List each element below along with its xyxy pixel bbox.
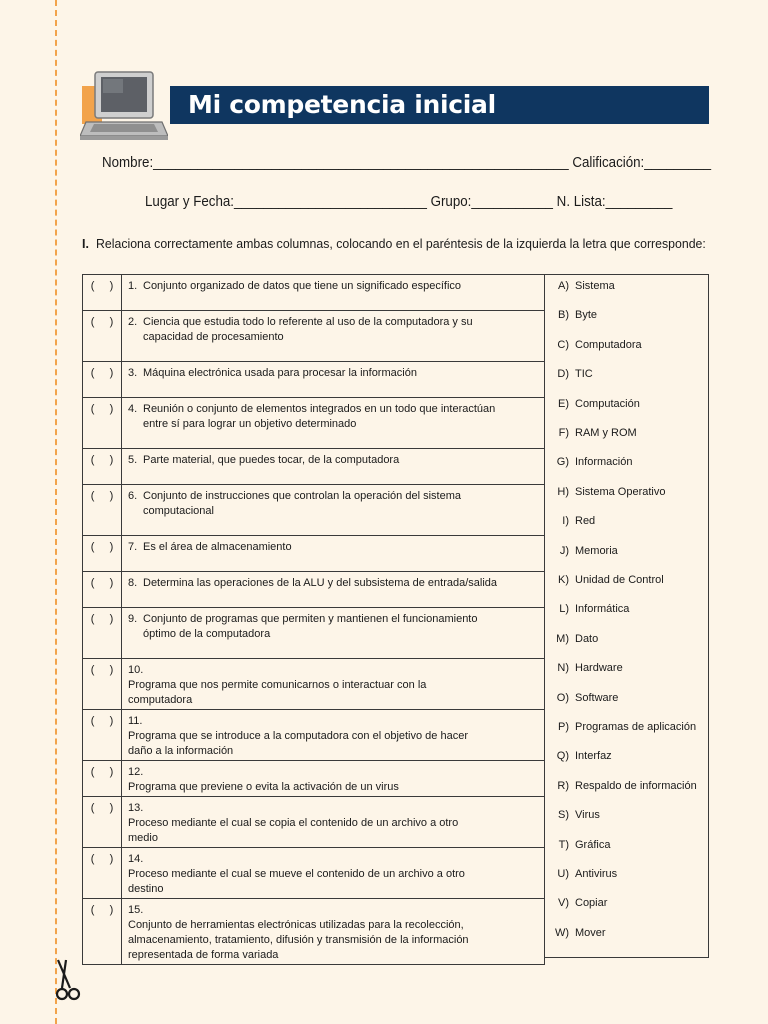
question-number: 1. (128, 280, 138, 292)
answer-text: Sistema (575, 280, 615, 292)
question-text-line: Reunión o conjunto de elementos integrados en un todo que interactúan (143, 403, 496, 415)
answer-text: Gráfica (575, 838, 611, 851)
question-text (128, 867, 518, 897)
question-row (83, 449, 545, 485)
instruction (82, 237, 716, 251)
answer-option (544, 868, 709, 880)
answer-text: Computación (575, 397, 640, 410)
question-cell (122, 536, 545, 572)
answer-option (544, 603, 709, 615)
question-number: 15. (128, 904, 144, 916)
question-cell (122, 311, 545, 362)
question-text-line: Máquina electrónica usada para procesar la información (143, 367, 417, 379)
question-row (83, 608, 545, 659)
answer-text: Dato (575, 632, 599, 645)
answer-option (544, 839, 709, 851)
question-text (143, 366, 533, 381)
question-row (83, 797, 545, 848)
question-row (83, 899, 545, 965)
answer-letter: I) (562, 515, 569, 528)
place-date-group-line[interactable]: Lugar y Fecha:__________________________ Grupo:___________ N. Lista:_________ (145, 194, 673, 210)
question-cell (122, 659, 545, 710)
answer-text: Antivirus (575, 868, 618, 880)
scissors-icon (52, 958, 84, 1006)
question-text-line: Parte material, que puedes tocar, de la computadora (143, 454, 400, 466)
answer-letter: M) (556, 632, 569, 645)
answer-letter: O) (556, 691, 569, 704)
answer-letter: E) (558, 397, 569, 410)
question-text-line: Conjunto de herramientas electrónicas utilizadas para la recolección, (128, 919, 464, 931)
answer-option (544, 692, 709, 704)
answer-text: Programas de aplicación (575, 721, 697, 733)
question-text-line: daño a la información (128, 745, 234, 757)
answer-text: Información (575, 456, 633, 469)
answer-option (544, 339, 709, 351)
question-text (143, 315, 533, 345)
question-text-line: destino (128, 883, 164, 895)
question-row (83, 659, 545, 710)
answer-blank[interactable]: ( ) (83, 608, 122, 659)
answer-blank[interactable]: ( ) (83, 848, 122, 899)
answer-letter: K) (558, 574, 569, 586)
answers-column (544, 274, 709, 958)
answer-text: Sistema Operativo (575, 485, 666, 498)
answer-option (544, 309, 709, 321)
question-cell (122, 485, 545, 536)
answer-letter: G) (556, 456, 569, 469)
answer-option (544, 368, 709, 380)
question-number: 14. (128, 853, 144, 865)
question-number: 4. (128, 403, 138, 415)
instruction-number: I. (82, 237, 89, 251)
question-row (83, 761, 545, 797)
question-cell (122, 449, 545, 485)
question-row (83, 485, 545, 536)
answer-option (544, 486, 709, 498)
question-text-line: Programa que previene o evita la activación de un virus (128, 781, 399, 793)
answer-option (544, 633, 709, 645)
question-text-line: computacional (143, 505, 214, 517)
question-text-line: Proceso mediante el cual se copia el contenido de un archivo a otro (128, 817, 459, 829)
answer-blank[interactable]: ( ) (83, 710, 122, 761)
answer-text: Copiar (575, 897, 608, 910)
question-text-line: Ciencia que estudia todo lo referente al uso de la computadora y su (143, 316, 473, 328)
instruction-text: Relaciona correctamente ambas columnas, colocando en el paréntesis de la izquierda la letra que corresponde: (96, 237, 707, 251)
answer-letter: Q) (556, 750, 569, 763)
answer-text: Software (575, 691, 619, 704)
answer-letter: C) (557, 338, 569, 351)
answer-text: Respaldo de información (575, 779, 697, 792)
answer-text: Unidad de Control (575, 574, 664, 586)
answer-blank[interactable]: ( ) (83, 797, 122, 848)
answer-option (544, 780, 709, 792)
answer-text: Byte (575, 309, 598, 322)
answer-letter: D) (557, 368, 569, 381)
question-number: 7. (128, 541, 138, 553)
answer-text: Computadora (575, 338, 642, 351)
answer-letter: P) (558, 721, 569, 733)
question-text (143, 489, 533, 519)
answer-letter: T) (558, 838, 569, 851)
name-grade-line[interactable]: Nombre:________________________________________________________ Calificación:_________ (102, 155, 712, 171)
answer-text: Virus (575, 809, 600, 822)
question-text (128, 918, 518, 963)
answer-blank[interactable]: ( ) (83, 572, 122, 608)
answer-blank[interactable]: ( ) (83, 761, 122, 797)
question-row (83, 275, 545, 311)
question-cell (122, 398, 545, 449)
question-number: 12. (128, 766, 144, 778)
answer-option (544, 662, 709, 674)
laptop-icon (80, 70, 168, 142)
answer-option (544, 927, 709, 939)
question-text (128, 816, 518, 846)
answer-text: Mover (575, 926, 606, 939)
answer-option (544, 398, 709, 410)
question-cell (122, 761, 545, 797)
question-text (128, 729, 518, 759)
answer-option (544, 897, 709, 909)
answer-letter: U) (557, 868, 569, 880)
answer-blank[interactable]: ( ) (83, 275, 122, 311)
question-cell (122, 362, 545, 398)
answer-text: Hardware (575, 662, 623, 675)
question-number: 11. (128, 715, 143, 727)
answer-option (544, 809, 709, 821)
question-text-line: Conjunto de programas que permiten y mantienen el funcionamiento (143, 613, 478, 625)
answer-letter: R) (557, 779, 569, 792)
answer-letter: A) (558, 280, 569, 292)
question-number: 5. (128, 454, 138, 466)
question-cell (122, 797, 545, 848)
answer-option (544, 721, 709, 733)
answer-letter: F) (558, 427, 569, 439)
answer-text: RAM y ROM (575, 427, 637, 439)
question-text-line: Programa que se introduce a la computadora con el objetivo de hacer (128, 730, 468, 742)
question-cell (122, 572, 545, 608)
question-number: 6. (128, 490, 138, 502)
answer-blank[interactable]: ( ) (83, 485, 122, 536)
answer-letter: H) (557, 485, 569, 498)
question-text (143, 576, 533, 591)
question-number: 8. (128, 577, 138, 589)
answer-letter: W) (554, 926, 569, 939)
question-row (83, 710, 545, 761)
question-text-line: Conjunto organizado de datos que tiene un significado específico (143, 280, 462, 292)
answer-blank[interactable]: ( ) (83, 449, 122, 485)
question-text-line: computadora (128, 694, 193, 706)
question-text (143, 279, 533, 294)
question-number: 2. (128, 316, 138, 328)
page-title: Mi competencia inicial (170, 86, 709, 124)
question-text-line: medio (128, 832, 158, 844)
question-text (128, 780, 518, 795)
question-cell (122, 848, 545, 899)
question-text (128, 678, 518, 708)
answer-blank[interactable]: ( ) (83, 311, 122, 362)
question-cell (122, 275, 545, 311)
answer-option (544, 515, 709, 527)
question-row (83, 398, 545, 449)
question-cell (122, 899, 545, 965)
question-row (83, 536, 545, 572)
answer-letter: N) (557, 662, 569, 675)
question-text-line: óptimo de la computadora (143, 628, 271, 640)
answer-option (544, 456, 709, 468)
question-text-line: almacenamiento, tratamiento, difusión y transmisión de la información (128, 934, 469, 946)
answer-blank[interactable]: ( ) (83, 362, 122, 398)
answer-text: Memoria (575, 544, 618, 557)
question-text (143, 453, 533, 468)
question-text-line: Programa que nos permite comunicarnos o interactuar con la (128, 679, 427, 691)
answer-blank[interactable]: ( ) (83, 899, 122, 965)
answer-text: Red (575, 515, 596, 528)
answer-blank[interactable]: ( ) (83, 659, 122, 710)
answer-letter: J) (559, 544, 569, 557)
answer-option (544, 427, 709, 439)
question-text-line: Es el área de almacenamiento (143, 541, 292, 553)
question-row (83, 362, 545, 398)
answer-text: Informática (575, 603, 630, 616)
answer-blank[interactable]: ( ) (83, 398, 122, 449)
questions-table (82, 274, 545, 965)
question-row (83, 572, 545, 608)
question-text-line: Proceso mediante el cual se mueve el contenido de un archivo a otro (128, 868, 465, 880)
cut-line (55, 0, 57, 1024)
question-text-line: Determina las operaciones de la ALU y del subsistema de entrada/salida (143, 577, 498, 589)
answer-letter: L) (559, 603, 569, 616)
question-cell (122, 710, 545, 761)
question-cell (122, 608, 545, 659)
question-row (83, 848, 545, 899)
question-text-line: Conjunto de instrucciones que controlan la operación del sistema (143, 490, 461, 502)
question-text (143, 540, 533, 555)
answer-option (544, 574, 709, 586)
answer-letter: B) (558, 309, 569, 322)
answer-option (544, 280, 709, 292)
question-number: 10. (128, 664, 144, 676)
answer-text: Interfaz (575, 750, 612, 763)
question-text-line: representada de forma variada (128, 949, 279, 961)
answer-option (544, 545, 709, 557)
question-text (143, 612, 533, 642)
answer-text: TIC (575, 368, 593, 381)
question-text-line: capacidad de procesamiento (143, 331, 284, 343)
question-number: 9. (128, 613, 138, 625)
question-text-line: entre sí para lograr un objetivo determinado (143, 418, 357, 430)
answer-option (544, 750, 709, 762)
question-text (143, 402, 533, 432)
answer-letter: V) (558, 897, 569, 910)
answer-letter: S) (558, 809, 569, 822)
question-number: 13. (128, 802, 144, 814)
question-row (83, 311, 545, 362)
answer-blank[interactable]: ( ) (83, 536, 122, 572)
question-number: 3. (128, 367, 138, 379)
